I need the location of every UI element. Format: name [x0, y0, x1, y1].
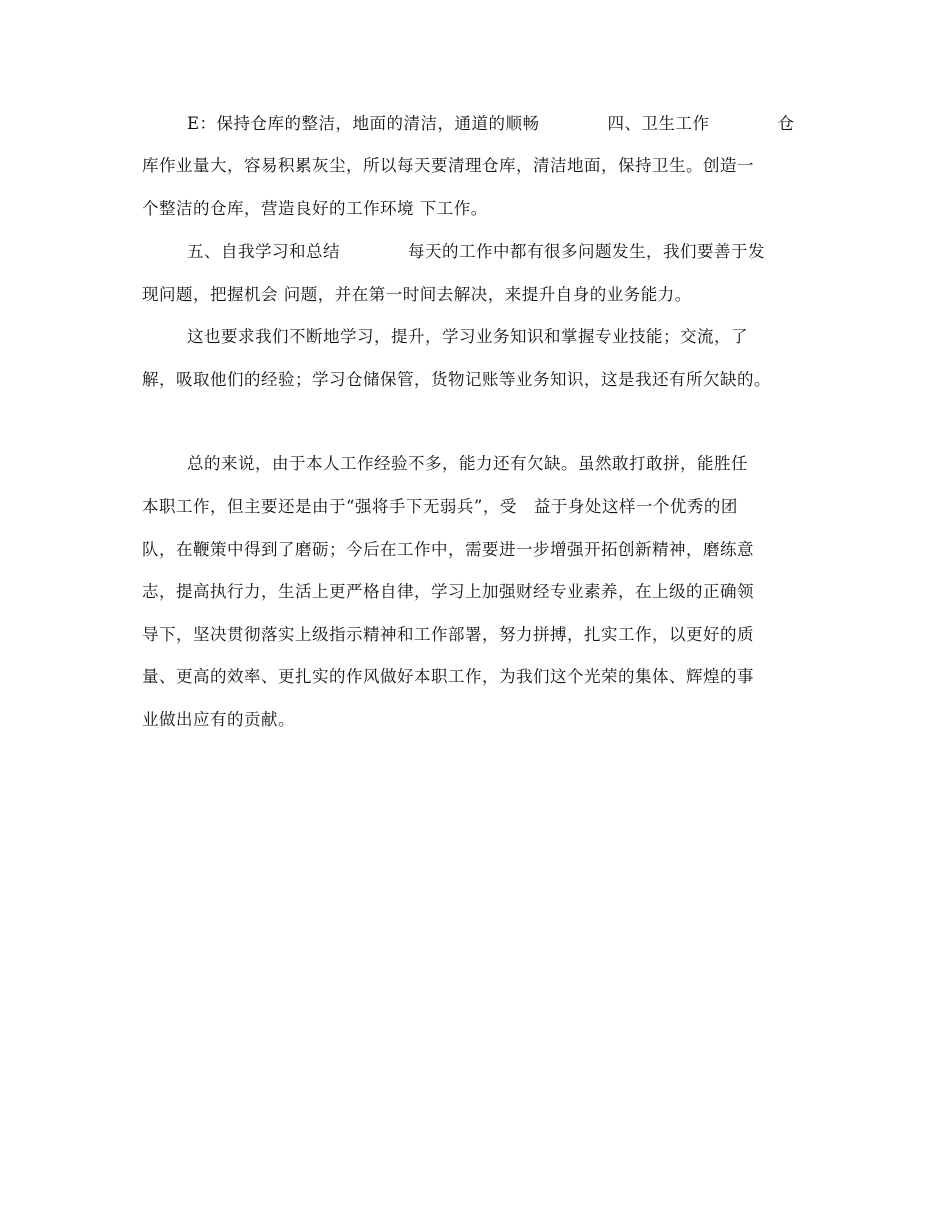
paragraph-line: E：保持仓库的整洁，地面的清洁，通道的顺畅 四、卫生工作 仓 — [187, 114, 795, 133]
paragraph-line: 个整洁的仓库，营造良好的工作环境 下工作。 — [142, 199, 488, 218]
paragraph-line: 总的来说，由于本人工作经验不多，能力还有欠缺。虽然敢打敢拼，能胜任 — [187, 454, 748, 473]
paragraph-line: 五、自我学习和总结 每天的工作中都有很多问题发生，我们要善于发 — [187, 242, 765, 261]
paragraph-line: 这也要求我们不断地学习，提升，学习业务知识和掌握专业技能；交流，了 — [187, 327, 748, 346]
paragraph-line: 队，在鞭策中得到了磨砺；今后在工作中，需要进一步增强开拓创新精神，磨练意 — [142, 540, 754, 559]
paragraph-line: 志，提高执行力，生活上更严格自律，学习上加强财经专业素养，在上级的正确领 — [142, 582, 754, 601]
paragraph-line: 库作业量大，容易积累灰尘，所以每天要清理仓库，清洁地面，保持卫生。创造一 — [142, 156, 754, 175]
paragraph-line: 导下，坚决贯彻落实上级指示精神和工作部署，努力拼搏，扎实工作，以更好的质 — [142, 625, 754, 644]
paragraph-line: 解，吸取他们的经验；学习仓储保管，货物记账等业务知识，这是我还有所欠缺的。 — [142, 370, 771, 389]
paragraph-line: 本职工作，但主要还是由于“强将手下无弱兵”，受 益于身处这样一个优秀的团 — [142, 497, 738, 516]
paragraph-line: 业做出应有的贡献。 — [142, 710, 295, 729]
paragraph-line: 现问题，把握机会 问题，并在第一时间去解决，来提升自身的业务能力。 — [142, 285, 692, 304]
paragraph-line: 量、更高的效率、更扎实的作风做好本职工作，为我们这个光荣的集体、辉煌的事 — [142, 667, 754, 686]
